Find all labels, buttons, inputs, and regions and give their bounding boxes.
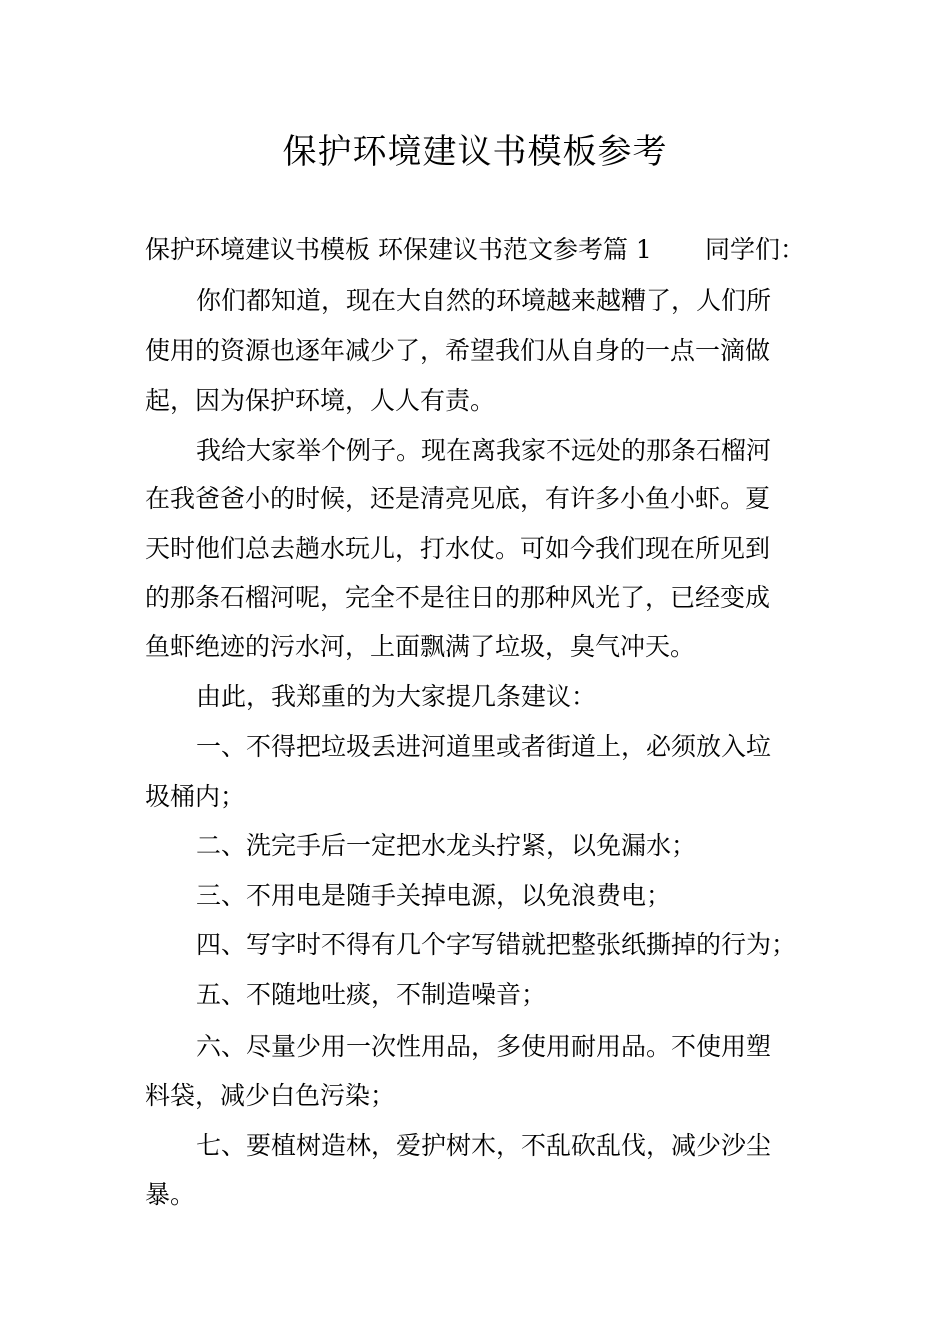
suggestion-item: 五、不随地吐痰，不制造噪音； [196,980,547,1009]
body-line: 在我爸爸小的时候，还是清亮见底，有许多小鱼小虾。夏 [145,484,771,513]
suggestion-item: 一、不得把垃圾丢进河道里或者街道上，必须放入垃 [196,732,772,761]
suggestion-item: 暴。 [145,1180,196,1209]
body-line: 天时他们总去趟水玩儿，打水仗。可如今我们现在所见到 [145,534,771,563]
suggestion-item: 四、写字时不得有几个字写错就把整张纸撕掉的行为； [196,930,797,959]
greeting: 同学们： [704,235,805,264]
suggestion-item: 圾桶内； [145,782,246,811]
suggestion-item: 二、洗完手后一定把水龙头拧紧，以免漏水； [196,831,697,860]
body-line: 的那条石榴河呢，完全不是往日的那种风光了，已经变成 [145,583,771,612]
body-line: 我给大家举个例子。现在离我家不远处的那条石榴河 [196,436,772,465]
body-line: 鱼虾绝迹的污水河，上面飘满了垃圾，臭气冲天。 [145,632,696,661]
document-title: 保护环境建议书模板参考 [282,132,668,172]
body-line: 你们都知道，现在大自然的环境越来越糟了，人们所 [196,286,772,315]
suggestion-item: 三、不用电是随手关掉电源，以免浪费电； [196,881,672,910]
body-line: 由此，我郑重的为大家提几条建议： [196,682,597,711]
suggestion-item: 料袋，减少白色污染； [145,1081,396,1110]
suggestion-item: 六、尽量少用一次性用品，多使用耐用品。不使用塑 [196,1032,772,1061]
body-line: 使用的资源也逐年减少了，希望我们从自身的一点一滴做 [145,336,771,365]
suggestion-item: 七、要植树造林，爱护树木，不乱砍乱伐，减少沙尘 [196,1131,772,1160]
document-subtitle: 保护环境建议书模板 环保建议书范文参考篇 1 [145,235,652,264]
body-line: 起，因为保护环境，人人有责。 [145,386,496,415]
